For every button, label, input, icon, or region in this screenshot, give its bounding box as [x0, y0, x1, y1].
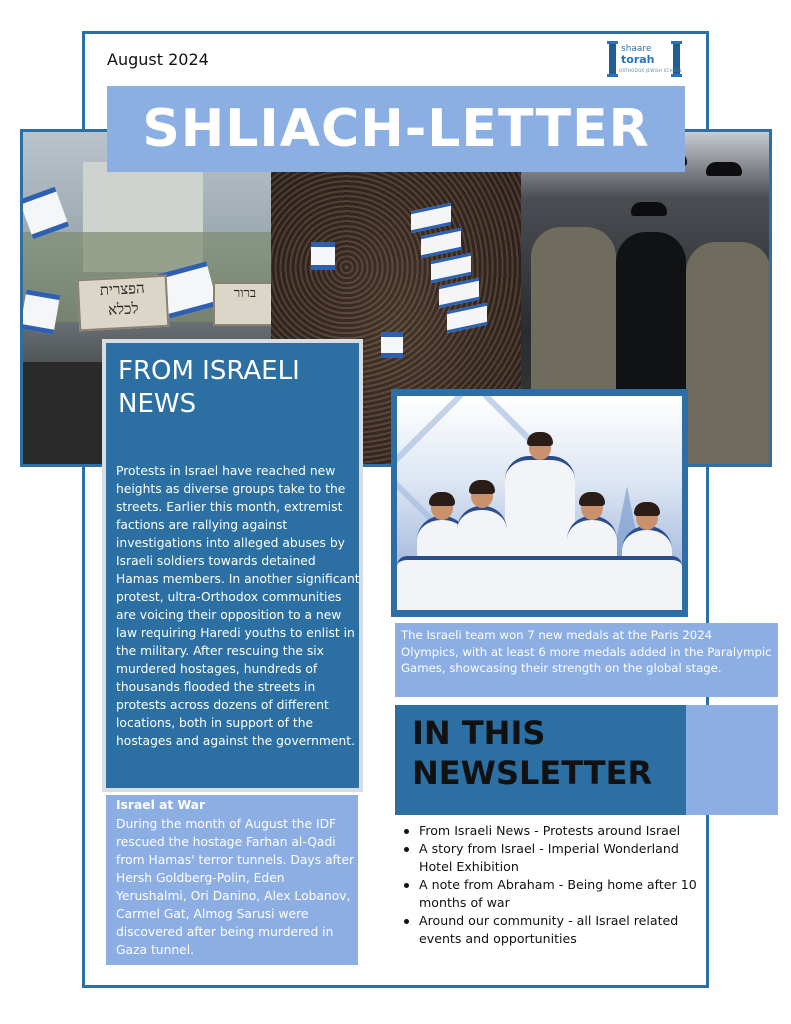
newsletter-title: SHLIACH-LETTER: [142, 99, 650, 159]
issue-date: August 2024: [107, 50, 209, 69]
contents-item: Around our community - all Israel related events and opportunities: [401, 912, 701, 948]
bullet-icon: [404, 919, 409, 924]
bullet-icon: [404, 883, 409, 888]
israel-at-war-body: During the month of August the IDF rescued the hostage Farhan al-Qadi from Hamas' terror tunnels. Days after Hersh Goldberg-Polin, Eden Yerushalmi, Ori Danino, Alex Lobanov, Carmel Gat, Almog Sarusi were discovered after being murdered in Gaza tunnel.: [116, 817, 355, 957]
in-this-newsletter-heading: IN THIS NEWSLETTER: [412, 714, 653, 792]
contents-item: A note from Abraham - Being home after 10 months of war: [401, 876, 701, 912]
in-this-newsletter-accent: [686, 705, 778, 815]
israeli-news-heading: FROM ISRAELI NEWS: [118, 356, 300, 419]
olympic-caption: The Israeli team won 7 new medals at the Paris 2024 Olympics, with at least 6 more medals added in the Paralympic Games, showcasing their strength on the global stage.: [401, 628, 772, 675]
contents-item: A story from Israel - Imperial Wonderland Hotel Exhibition: [401, 840, 701, 876]
torah-scroll-icon: [609, 42, 616, 76]
olympic-team-photo: [397, 396, 682, 610]
logo-text-torah: torah: [621, 53, 655, 66]
bullet-icon: [404, 829, 409, 834]
protest-sign: הפצרית לכלא: [77, 275, 170, 332]
logo-text-shaare: shaare: [621, 44, 652, 54]
israeli-news-body: Protests in Israel have reached new heights as diverse groups take to the streets. Earlier this month, extremist factions are rallying against investigations into alleged abuses by Israeli soldiers towards detained Hamas members. In another significant protest, ultra-Orthodox communities are voicing their opposition to a new law requiring Haredi youths to enlist in the military. After rescuing the six murdered hostages, hundreds of thousands flooded the streets in protests across dozens of different locations, both in support of the hostages and against the government.: [116, 464, 360, 748]
contents-item: From Israeli News - Protests around Israel: [401, 822, 701, 840]
contents-list: [401, 822, 701, 948]
shaare-torah-logo: [607, 40, 683, 80]
title-banner: [107, 86, 685, 172]
israel-at-war-title: Israel at War: [116, 798, 206, 812]
logo-tagline: ORTHODOX JEWISH SCHOOL: [619, 68, 683, 73]
bullet-icon: [404, 847, 409, 852]
protest-photo-flags: הפצרית לכלא ברור: [23, 132, 271, 464]
